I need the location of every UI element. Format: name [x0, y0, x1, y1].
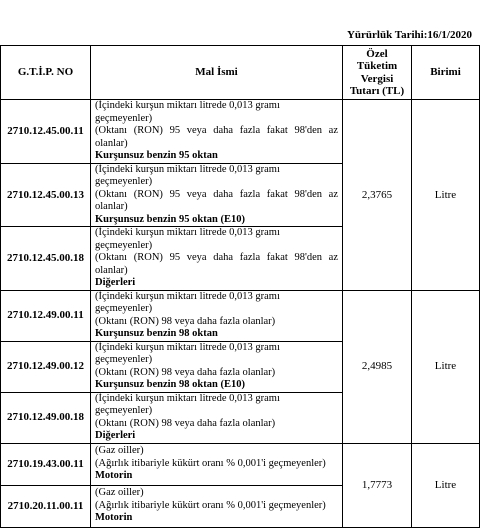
header-unit: Birimi [412, 46, 480, 100]
description-line: (İçindeki kurşun miktarı litrede 0,013 gramı geçmeyenler) [95, 290, 280, 314]
product-name: Kurşunsuz benzin 95 oktan [95, 150, 218, 161]
header-gtip: G.T.İ.P. NO [1, 46, 91, 100]
product-name: Diğerleri [95, 277, 136, 288]
product-description [91, 392, 343, 443]
header-tax: Özel Tüketim Vergisi Tutarı (TL) [343, 46, 412, 100]
product-description [91, 227, 343, 291]
description-line: olanlar) [95, 137, 128, 149]
description-line: (İçindeki kurşun miktarı litrede 0,013 gramı geçmeyenler) [95, 227, 280, 251]
description-line: (Gaz oiller) [95, 487, 144, 499]
description-line: (Ağırlık itibariyle kükürt oranı % 0,001'i geçmeyenler) [95, 499, 326, 511]
tax-amount: 1,7773 [343, 443, 412, 527]
table-row [1, 290, 480, 341]
description-line: (Oktanı (RON) 98 veya daha fazla olanlar) [95, 366, 276, 378]
effective-date: Yürürlük Tarihi:16/1/2020 [346, 29, 472, 41]
tax-amount: 2,4985 [343, 290, 412, 443]
gtip-code: 2710.20.11.00.11 [1, 485, 91, 527]
product-name: Motorin [95, 470, 133, 482]
unit-value: Litre [412, 290, 480, 443]
description-line: (Gaz oiller) [95, 445, 144, 457]
gtip-code: 2710.12.45.00.13 [1, 163, 91, 227]
gtip-code: 2710.12.45.00.18 [1, 227, 91, 291]
product-name: Kurşunsuz benzin 98 oktan (E10) [95, 379, 245, 390]
product-name: Kurşunsuz benzin 95 oktan (E10) [95, 213, 245, 225]
excise-tax-table [0, 45, 480, 528]
table-header-row [1, 46, 480, 100]
header-name: Mal İsmi [91, 46, 343, 100]
table-row [1, 100, 480, 164]
description-line: (Oktanı (RON) 95 veya daha fazla fakat 98'den az [95, 125, 338, 136]
description-line: olanlar) [95, 264, 128, 276]
description-line: (Oktanı (RON) 98 veya daha fazla olanlar) [95, 417, 276, 429]
unit-value: Litre [412, 100, 480, 291]
description-line: (Oktanı (RON) 95 veya daha fazla fakat 98'den az [95, 252, 338, 263]
description-line: olanlar) [95, 201, 128, 212]
product-description [91, 163, 343, 227]
gtip-code: 2710.19.43.00.11 [1, 443, 91, 485]
description-line: (İçindeki kurşun miktarı litrede 0,013 gramı geçmeyenler) [95, 392, 280, 416]
product-name: Motorin [95, 512, 133, 524]
gtip-code: 2710.12.49.00.11 [1, 290, 91, 341]
product-description [91, 290, 343, 341]
product-description [91, 341, 343, 392]
gtip-code: 2710.12.49.00.18 [1, 392, 91, 443]
description-line: (İçindeki kurşun miktarı litrede 0,013 gramı geçmeyenler) [95, 100, 280, 124]
tax-amount: 2,3765 [343, 100, 412, 291]
product-description [91, 485, 343, 527]
product-name: Diğerleri [95, 430, 136, 441]
description-line: (İçindeki kurşun miktarı litrede 0,013 gramı geçmeyenler) [95, 341, 280, 365]
product-name: Kurşunsuz benzin 98 oktan [95, 328, 218, 339]
gtip-code: 2710.12.49.00.12 [1, 341, 91, 392]
description-line: (Oktanı (RON) 95 veya daha fazla fakat 98'den az [95, 188, 338, 200]
product-description [91, 100, 343, 164]
description-line: (Ağırlık itibariyle kükürt oranı % 0,001'i geçmeyenler) [95, 457, 326, 469]
gtip-code: 2710.12.45.00.11 [1, 100, 91, 164]
description-line: (İçindeki kurşun miktarı litrede 0,013 gramı geçmeyenler) [95, 163, 280, 187]
unit-value: Litre [412, 443, 480, 527]
description-line: (Oktanı (RON) 98 veya daha fazla olanlar) [95, 315, 276, 327]
